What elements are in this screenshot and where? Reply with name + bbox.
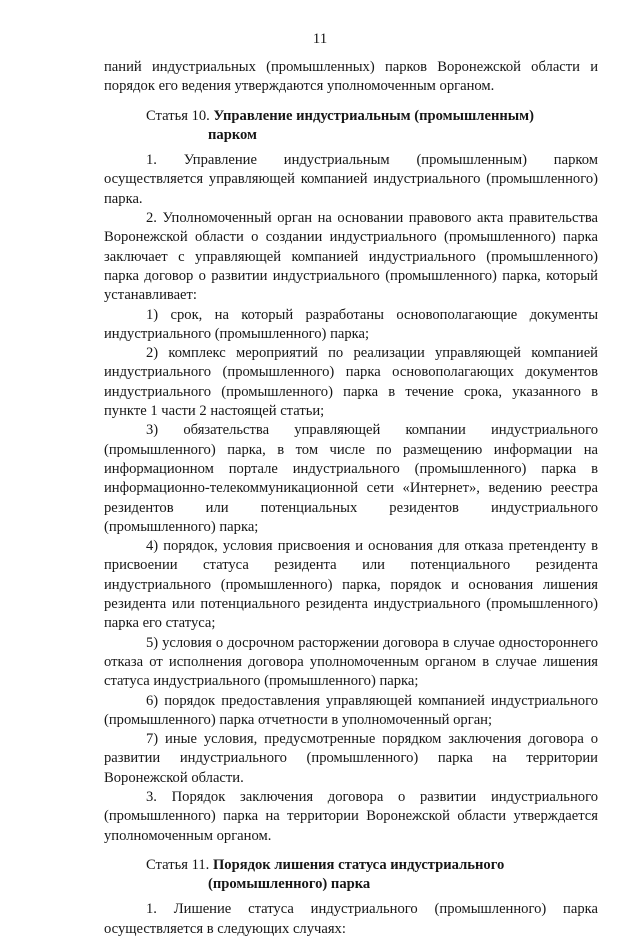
intro-paragraph: паний индустриальных (промышленных) парков Воронежской области и порядок его ведения утверждаются уполномоченным органом. [104,59,598,95]
article-10-list-item: 4) порядок, условия присвоения и основания для отказа претенденту в присвоении статуса резидента или потенциального резидента индустриального (промышленного) парка, порядок и основания лишения резидента или потенциального резидента индустриального (промышленного) парка его статуса; [104,538,598,632]
article-10-heading [104,107,598,146]
article-10-list-item: 5) условия о досрочном расторжении договора в случае одностороннего отказа от исполнения договора уполномоченным органом в случае лишения статуса индустриального (промышленного) парка; [104,634,598,690]
article-11-number: Статья 11. [146,856,210,873]
article-10-title-line1: Управление индустриальным (промышленным) [213,107,534,124]
article-10-paragraph: 1. Управление индустриальным (промышленным) парком осуществляется управляющей компанией индустриального (промышленного) парка. [104,152,598,207]
article-10-list-item: 7) иные условия, предусмотренные порядком заключения договора о развитии индустриального (промышленного) парка на территории Воронежской области. [104,731,598,786]
article-10-list-item: 6) порядок предоставления управляющей компанией индустриального (промышленного) парка отчетности в уполномоченный орган; [104,692,598,728]
article-10-paragraph: 3. Порядок заключения договора о развитии индустриального (промышленного) парка на территории Воронежской области утверждается уполномоченным органом. [104,788,598,844]
article-10-list-item: 1) срок, на который разработаны основополагающие документы индустриального (промышленного) парка; [104,306,598,342]
article-10-title-line2: парком [208,126,257,143]
article-11-paragraph: 1. Лишение статуса индустриального (промышленного) парка осуществляется в следующих случаях: [104,901,598,937]
article-11-title-line1: Порядок лишения статуса индустриального [212,856,505,873]
article-11-heading [104,856,598,895]
article-10-paragraph: 2. Уполномоченный орган на основании правового акта правительства Воронежской области о создании индустриального (промышленного) парка заключает с управляющей компанией индустриального (промышленного) парка договор о развитии индустриального (промышленного) парка, который устанавливает: [104,210,598,304]
article-10-number: Статья 10. [146,107,210,124]
document-body [104,58,598,939]
article-10-list-item: 2) комплекс мероприятий по реализации управляющей компанией индустриального (промышленного) парка основополагающих документов индустриального (промышленного) парка в течение срока, указанного в пункте 1 части 2 настоящей статьи; [104,345,598,420]
article-10-list-item: 3) обязательства управляющей компании индустриального (промышленного) парка, в том числе по размещению информации на информационном портале индустриального (промышленного) парка в информационно-телекоммуникационной сети «Интернет», ведению реестра резидентов или потенциальных резидентов индустриального (промышленного) парка; [104,422,598,535]
page-number: 11 [312,31,328,47]
article-11-title-line2: (промышленного) парка [208,876,371,893]
